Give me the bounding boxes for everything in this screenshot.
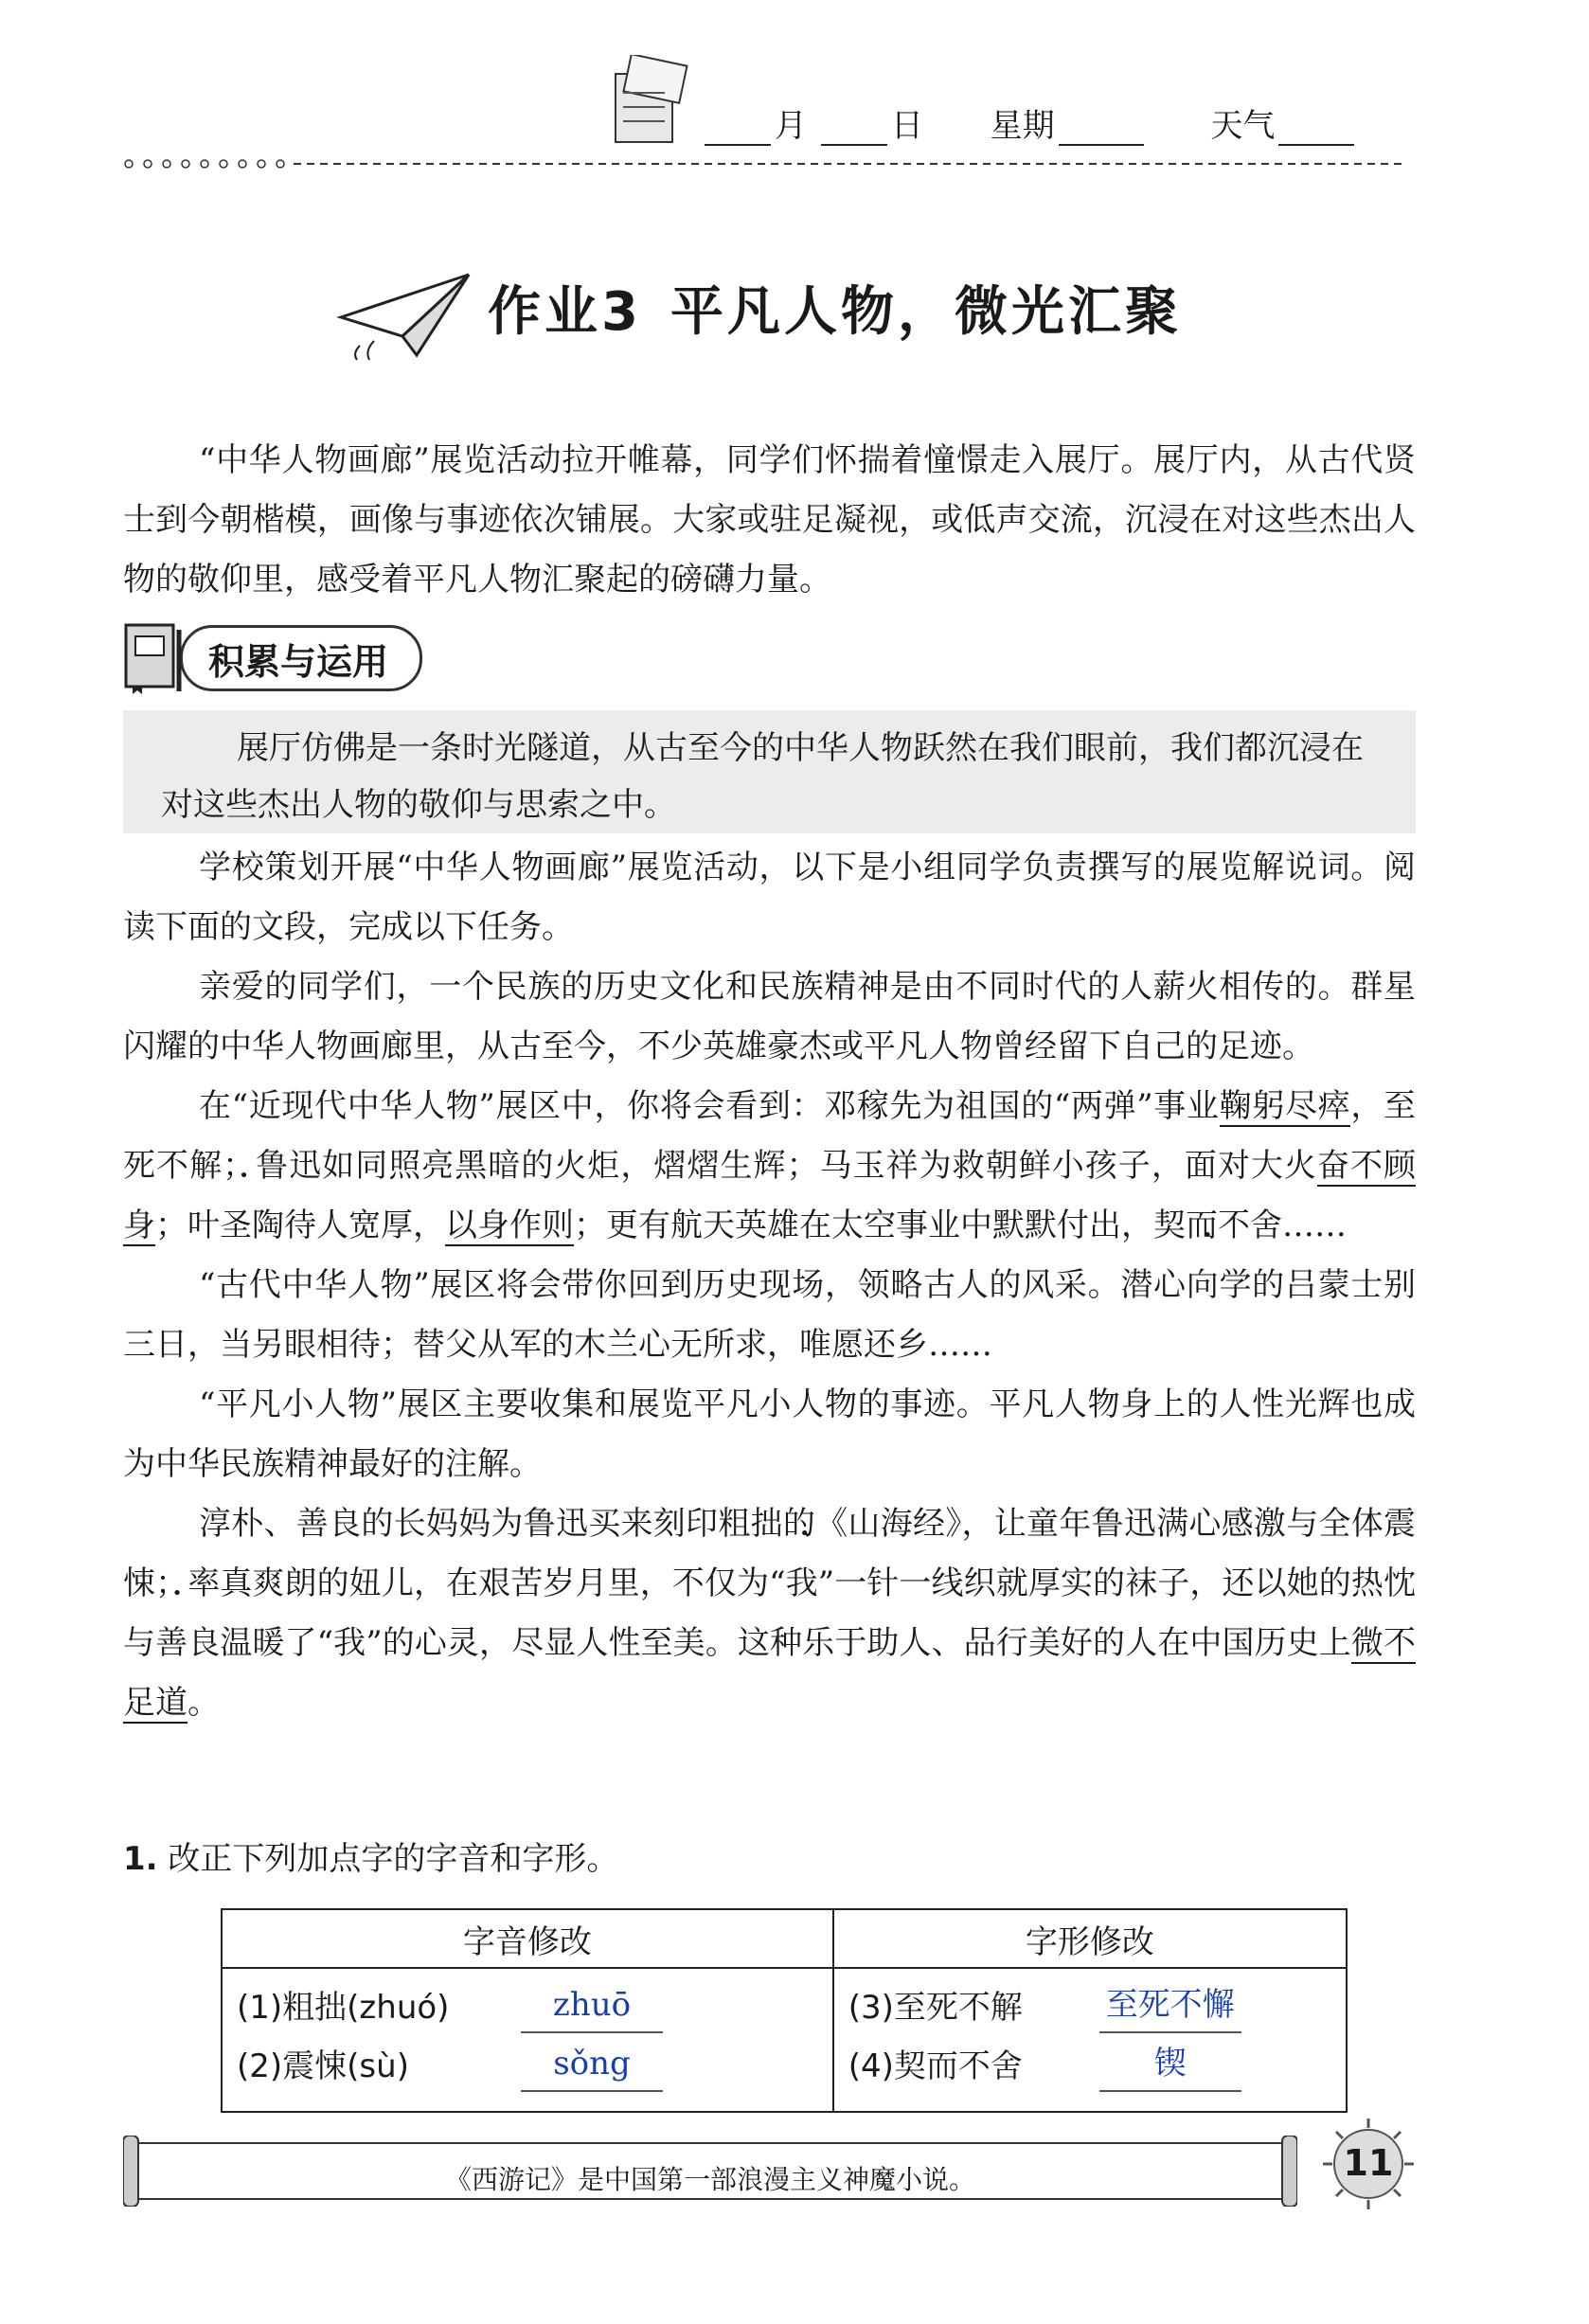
day-blank[interactable] <box>821 116 887 146</box>
intro-paragraph: “中华人物画廊”展览活动拉开帷幕，同学们怀揣着憧憬走入展厅。展厅内，从古代贤士到今朝楷模，画像与事迹依次铺展。大家或驻足凝视，或低声交流，沉浸在对这些杰出人物的敬仰里，感受着平凡人物汇聚起的磅礴力量。 <box>123 441 1416 599</box>
dotted-char-zhuo: 拙 <box>750 1505 783 1543</box>
section-intro-box <box>123 710 1416 833</box>
passage-paragraph-3 <box>123 1077 1416 1256</box>
underlined-phrase-2: 奋不顾身 <box>123 1147 1417 1244</box>
dotted-char-jie: 解 <box>189 1147 223 1185</box>
col-header-character: 字形修改 <box>833 1909 1347 1968</box>
col-header-pronunciation: 字音修改 <box>222 1909 833 1968</box>
weekday-label: 星期 <box>990 107 1055 145</box>
p6-text-b: 的《山海经》，让童年鲁迅满心感激与全体震 <box>782 1505 1417 1543</box>
passage-paragraph-6 <box>123 1494 1416 1733</box>
question-number: 1. <box>123 1840 158 1878</box>
page-title <box>488 270 1182 346</box>
p3-text-c: ；鲁迅如同照亮黑暗的火炬，熠熠生辉；马玉祥为救朝鲜小孩子，面对大火 <box>223 1147 1317 1185</box>
underlined-phrase-4: 微不足道 <box>123 1624 1416 1722</box>
section-title: 积累与运用 <box>208 641 389 683</box>
answer-row-1 <box>237 1978 823 2037</box>
month-label: 月 <box>775 107 807 145</box>
passage-paragraph-5: “平凡小人物”展区主要收集和展览平凡小人物的事迹。平凡人物身上的人性光辉也成为中华民族精神最好的注解。 <box>123 1385 1416 1483</box>
answer-field[interactable]: 至死不懈 <box>1099 1978 1241 2033</box>
dotted-char-qi: 契 <box>1153 1207 1186 1244</box>
underlined-phrase-1: 鞠躬尽瘁 <box>1219 1087 1351 1125</box>
p3-text-e: ；更有航天英雄在太空事业中默默付出， <box>574 1207 1153 1244</box>
pronunciation-cell <box>222 1968 833 2112</box>
date-line <box>701 99 1358 146</box>
answer-table <box>221 1908 1348 2113</box>
passage-paragraph-2: 亲爱的同学们，一个民族的历史文化和民族精神是由不同时代的人薪火相传的。群星闪耀的中华人物画廊里，从古至今，不少英雄豪杰或平凡人物曾经留下自己的足迹。 <box>123 968 1416 1065</box>
assignment-number: 作业3 <box>488 281 642 343</box>
answer-row-4 <box>848 2037 1336 2096</box>
p3-text-f: 而不舍…… <box>1186 1207 1347 1244</box>
title-text: 平凡人物，微光汇聚 <box>670 281 1182 343</box>
underlined-phrase-3: 以身作则 <box>445 1207 574 1244</box>
section-intro-text: 展厅仿佛是一条时光隧道，从古至今的中华人物跃然在我们眼前，我们都沉浸在对这些杰出人物的敬仰与思索之中。 <box>161 729 1364 824</box>
weekday-blank[interactable] <box>1059 116 1144 146</box>
p6-text-a: 淳朴、善良的长妈妈为鲁迅买来刻印粗 <box>199 1505 751 1543</box>
character-cell <box>833 1968 1347 2112</box>
dotted-divider <box>123 159 1402 169</box>
dotted-char-song: 悚 <box>123 1564 156 1602</box>
question-text: 改正下列加点字的字音和字形。 <box>168 1840 619 1878</box>
page-number: 11 <box>1343 2142 1394 2184</box>
day-label: 日 <box>890 107 923 145</box>
item-label: (1)粗拙(zhuó) <box>237 1989 450 2027</box>
p6-text-d: 。 <box>187 1684 220 1722</box>
question-1 <box>123 1832 618 1879</box>
answer-row-3 <box>848 1978 1336 2037</box>
p3-text-a: 在“近现代中华人物”展区中，你将会看到：邓稼先为祖国的“两弹”事业 <box>199 1087 1220 1125</box>
answer-field[interactable]: zhuō <box>521 1978 663 2033</box>
calendar-icon <box>606 55 691 150</box>
section-badge <box>118 616 436 696</box>
month-blank[interactable] <box>705 116 771 146</box>
item-label: (2)震悚(sù) <box>237 2047 409 2085</box>
item-label: (4)契而不舍 <box>848 2047 1023 2085</box>
footer-tip: 《西游记》是中国第一部浪漫主义神魔小说。 <box>444 2164 975 2195</box>
weather-label: 天气 <box>1210 107 1276 145</box>
reading-passage <box>123 838 1416 1733</box>
book-icon <box>118 616 194 696</box>
passage-paragraph-1: 学校策划开展“中华人物画廊”展览活动，以下是小组同学负责撰写的展览解说词。阅读下面的文段，完成以下任务。 <box>123 849 1416 946</box>
answer-field[interactable]: 锲 <box>1099 2037 1241 2092</box>
answer-field[interactable]: sǒng <box>521 2037 663 2092</box>
weather-blank[interactable] <box>1278 116 1354 146</box>
p3-text-d: ；叶圣陶待人宽厚， <box>155 1207 445 1244</box>
p6-text-c: ；率真爽朗的妞儿，在艰苦岁月里，不仅为“我”一针一线织就厚实的袜子，还以她的热忱与善良温暖了“我”的心灵，尽显人性至美。这种乐于助人、品行美好的人在中国历史上 <box>123 1564 1416 1662</box>
paper-plane-icon <box>336 265 478 369</box>
passage-paragraph-4: “古代中华人物”展区将会带你回到历史现场，领略古人的风采。潜心向学的吕蒙士别三日，当另眼相待；替父从军的木兰心无所求，唯愿还乡…… <box>123 1266 1416 1364</box>
p3-text-b: ，至死不 <box>123 1087 1417 1185</box>
item-label: (3)至死不解 <box>848 1989 1023 2027</box>
answer-row-2 <box>237 2037 823 2096</box>
